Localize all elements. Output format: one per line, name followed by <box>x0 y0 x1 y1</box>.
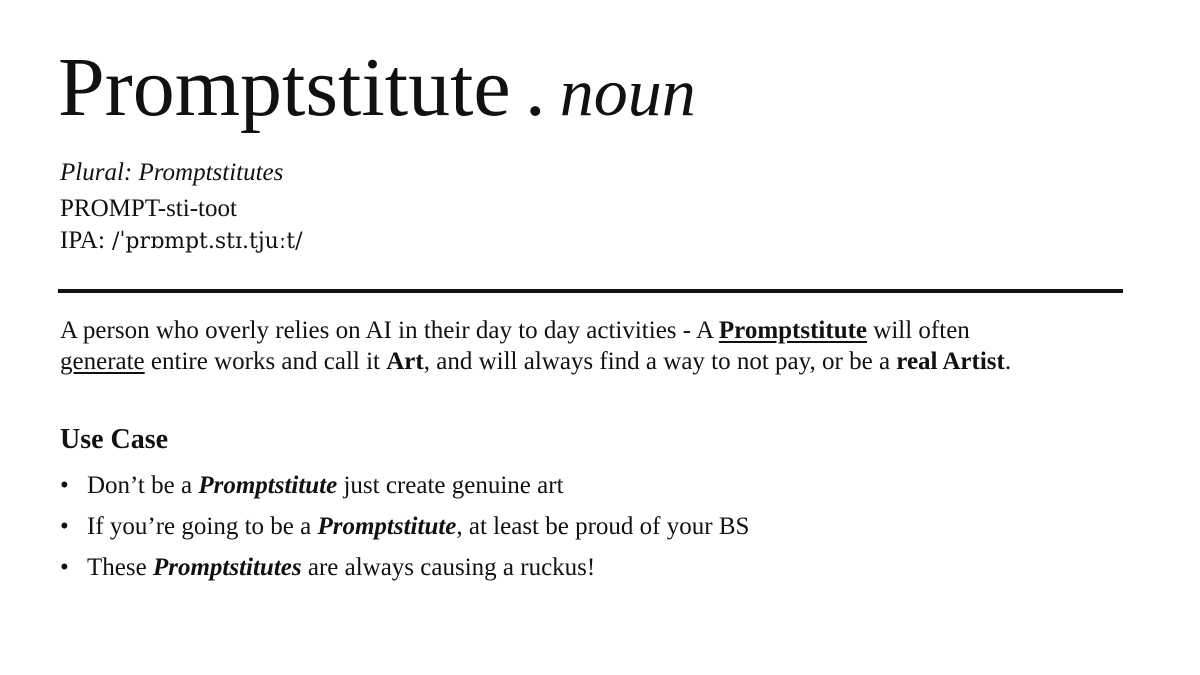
example-term: Promptstitutes <box>152 554 302 581</box>
bullet-icon: • <box>60 472 69 499</box>
headword-separator: . <box>524 41 546 134</box>
example-text: just create genuine art <box>337 472 564 499</box>
use-case-list <box>60 470 749 593</box>
bullet-icon: • <box>60 513 69 540</box>
definition-part: , and will always find a way to not pay, or be a <box>423 348 897 375</box>
definition-term: Promptstitute <box>718 317 868 344</box>
example-text: If you’re going to be a <box>87 513 318 540</box>
use-case-heading: Use Case <box>60 424 169 455</box>
definition-part: . <box>1004 348 1012 375</box>
divider <box>58 289 1123 293</box>
list-item <box>60 470 749 511</box>
pronunciation: PROMPT-sti-toot <box>60 195 237 222</box>
example-text: are always causing a ruckus! <box>301 554 596 581</box>
bullet-icon: • <box>60 554 69 581</box>
list-item <box>60 511 749 552</box>
part-of-speech: noun <box>559 54 696 130</box>
definition-text <box>60 315 1060 377</box>
headword-line <box>58 41 696 134</box>
definition-part: A person who overly relies on AI in their day to day activities - A <box>60 317 719 344</box>
ipa-transcription: /ˈprɒmpt.stɪ.tjuːt/ <box>111 229 303 254</box>
ipa-pronunciation <box>60 227 303 255</box>
example-term: Promptstitute <box>317 513 457 540</box>
ipa-label: IPA: <box>60 227 105 254</box>
headword: Promptstitute <box>58 41 511 134</box>
definition-art: Art <box>386 348 424 375</box>
definition-part: entire works and call it <box>144 348 387 375</box>
definition-generate: generate <box>60 348 145 375</box>
definition-real-artist: real Artist <box>896 348 1005 375</box>
plural-form: Plural: Promptstitutes <box>60 159 284 186</box>
example-text: These <box>87 554 153 581</box>
list-item <box>60 552 749 593</box>
definition-part: will often <box>867 317 970 344</box>
example-term: Promptstitute <box>198 472 338 499</box>
example-text: Don’t be a <box>87 472 199 499</box>
example-text: , at least be proud of your BS <box>456 513 750 540</box>
